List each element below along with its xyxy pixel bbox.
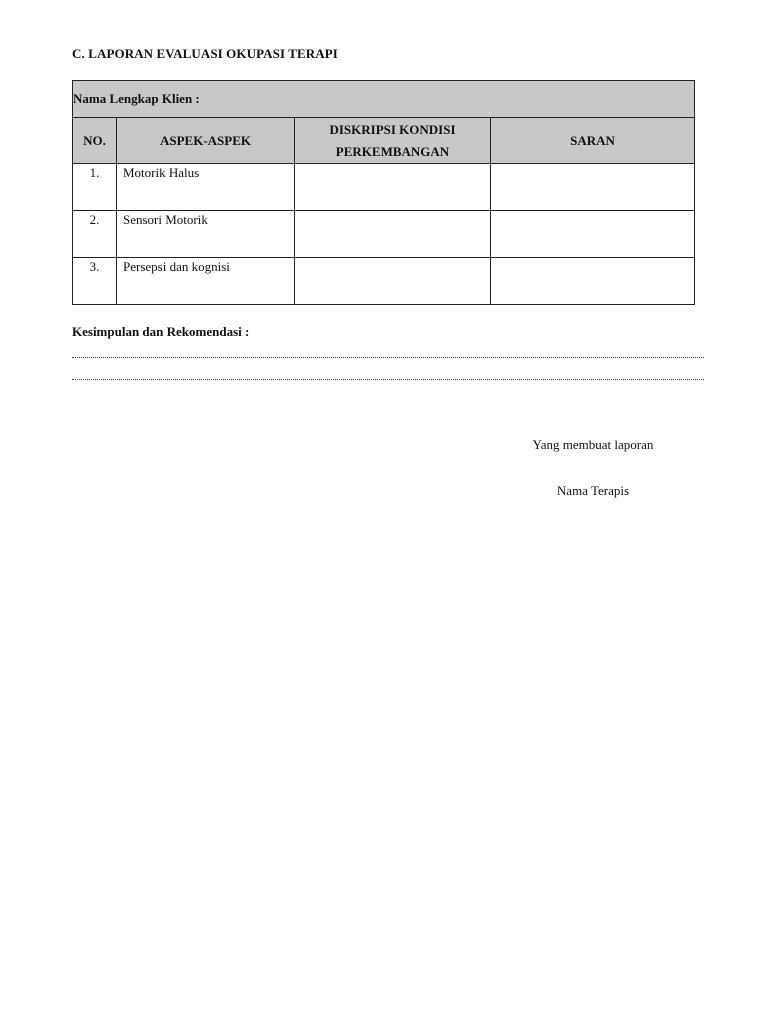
row-saran	[491, 258, 695, 305]
conclusion-label: Kesimpulan dan Rekomendasi :	[72, 324, 250, 339]
table-row	[73, 164, 695, 211]
header-aspek: ASPEK-ASPEK	[117, 118, 295, 164]
conclusion-dotted-line	[72, 357, 704, 358]
client-name-label: Nama Lengkap Klien :	[73, 81, 695, 118]
signature-caption: Yang membuat laporan	[532, 437, 654, 452]
client-name-row	[73, 81, 695, 118]
table-row	[73, 258, 695, 305]
section-title: C. LAPORAN EVALUASI OKUPASI TERAPI	[72, 46, 338, 61]
row-number: 1.	[73, 164, 117, 211]
header-no: NO.	[73, 118, 117, 164]
conclusion-dotted-line	[72, 379, 704, 380]
row-saran	[491, 211, 695, 258]
header-deskripsi	[295, 118, 491, 164]
row-number: 3.	[73, 258, 117, 305]
row-aspek: Sensori Motorik	[117, 211, 295, 258]
table-header-row	[73, 118, 695, 164]
row-number: 2.	[73, 211, 117, 258]
row-deskripsi	[295, 258, 491, 305]
therapist-name: Nama Terapis	[556, 483, 630, 498]
header-deskripsi-line1: DISKRIPSI KONDISI	[329, 121, 456, 137]
row-saran	[491, 164, 695, 211]
row-deskripsi	[295, 164, 491, 211]
evaluation-table	[72, 80, 695, 305]
row-aspek: Persepsi dan kognisi	[117, 258, 295, 305]
table-row	[73, 211, 695, 258]
header-saran: SARAN	[491, 118, 695, 164]
header-deskripsi-line2: PERKEMBANGAN	[335, 143, 450, 159]
row-deskripsi	[295, 211, 491, 258]
row-aspek: Motorik Halus	[117, 164, 295, 211]
